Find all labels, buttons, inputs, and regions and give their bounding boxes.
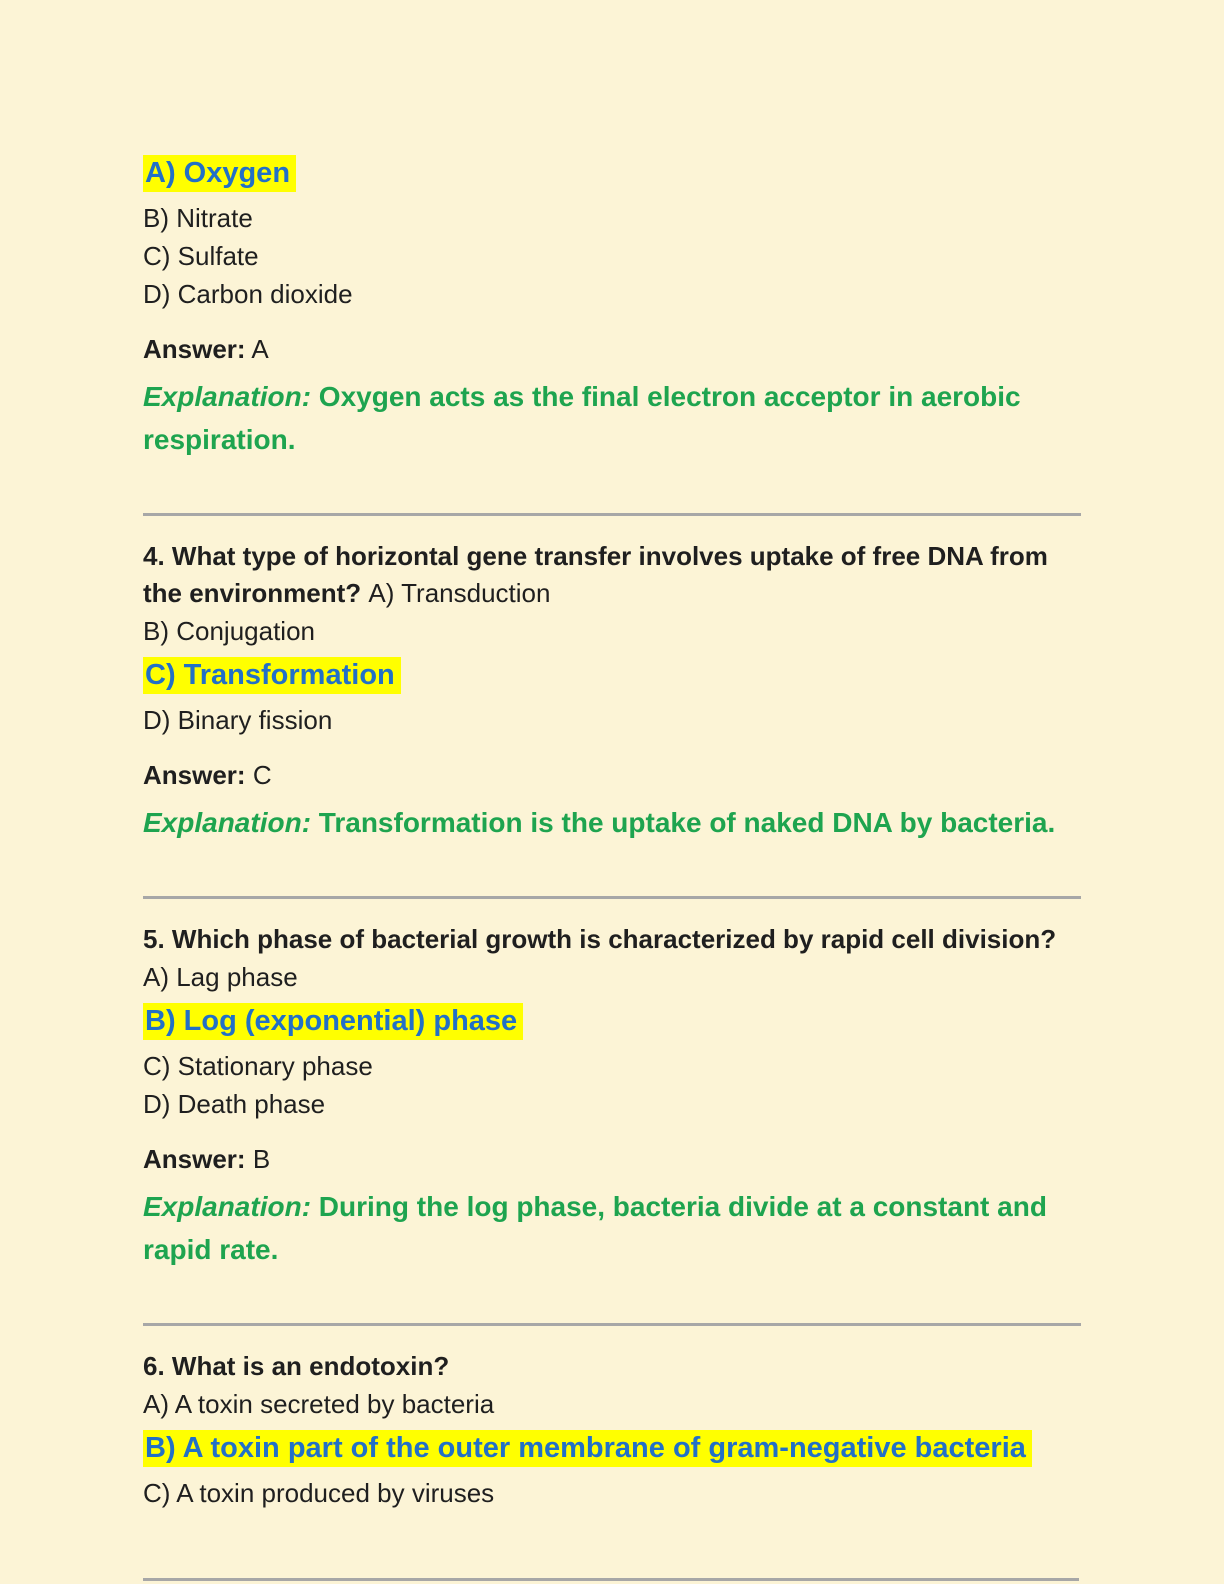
explanation-text: During the log phase, bacteria divide at a constant and rapid rate. bbox=[143, 1191, 1047, 1265]
highlight-text: B) Log (exponential) phase bbox=[143, 1003, 523, 1040]
explanation-label: Explanation: bbox=[143, 1191, 312, 1222]
question-text: 5. Which phase of bacterial growth is characterized by rapid cell division? bbox=[143, 924, 1057, 954]
highlighted-answer-option bbox=[143, 654, 1081, 696]
explanation bbox=[143, 375, 1081, 461]
answer-option: A) Lag phase bbox=[143, 962, 298, 992]
answer-option: D) Binary fission bbox=[143, 705, 333, 735]
highlight-text: C) Transformation bbox=[143, 657, 401, 694]
answer-option: D) Death phase bbox=[143, 1089, 326, 1119]
answer-option: B) Conjugation bbox=[143, 616, 315, 646]
answer-line bbox=[143, 330, 1081, 368]
answer-option: C) Stationary phase bbox=[143, 1051, 373, 1081]
answer-option: C) Sulfate bbox=[143, 241, 259, 271]
highlight-text: A) Oxygen bbox=[143, 155, 296, 192]
explanation-text: Transformation is the uptake of naked DNA by bacteria. bbox=[318, 807, 1056, 838]
page-bottom-divider bbox=[143, 1578, 1079, 1581]
answer-line bbox=[143, 1140, 1081, 1178]
answer-option: D) Carbon dioxide bbox=[143, 279, 353, 309]
answer-value: C bbox=[252, 760, 272, 790]
highlight-text: B) A toxin part of the outer membrane of gram-negative bacteria bbox=[143, 1430, 1032, 1467]
answer-label: Answer: bbox=[143, 760, 246, 790]
explanation bbox=[143, 801, 1081, 844]
explanation-label: Explanation: bbox=[143, 807, 312, 838]
section-divider bbox=[143, 1323, 1081, 1326]
answer-option: A) Transduction bbox=[368, 578, 551, 608]
section-divider bbox=[143, 513, 1081, 516]
explanation-text: Oxygen acts as the final electron acceptor in aerobic respiration. bbox=[143, 381, 1021, 455]
section-divider bbox=[143, 896, 1081, 899]
question-with-first-option bbox=[143, 538, 1081, 612]
question-text: 6. What is an endotoxin? bbox=[143, 1351, 450, 1381]
highlighted-answer-option bbox=[143, 1000, 1081, 1042]
answer-line bbox=[143, 756, 1081, 794]
explanation bbox=[143, 1185, 1081, 1271]
answer-value: B bbox=[252, 1144, 271, 1174]
highlighted-answer-option bbox=[143, 152, 1081, 194]
answer-label: Answer: bbox=[143, 1144, 246, 1174]
answer-option: B) Nitrate bbox=[143, 203, 253, 233]
answer-option: A) A toxin secreted by bacteria bbox=[143, 1389, 495, 1419]
question-text: 4. What type of horizontal gene transfer involves uptake of free DNA from the environment? bbox=[143, 541, 1048, 608]
answer-option: C) A toxin produced by viruses bbox=[143, 1478, 495, 1508]
answer-value: A bbox=[251, 334, 269, 364]
answer-label: Answer: bbox=[143, 334, 246, 364]
explanation-label: Explanation: bbox=[143, 381, 312, 412]
highlighted-answer-option bbox=[143, 1427, 1081, 1469]
